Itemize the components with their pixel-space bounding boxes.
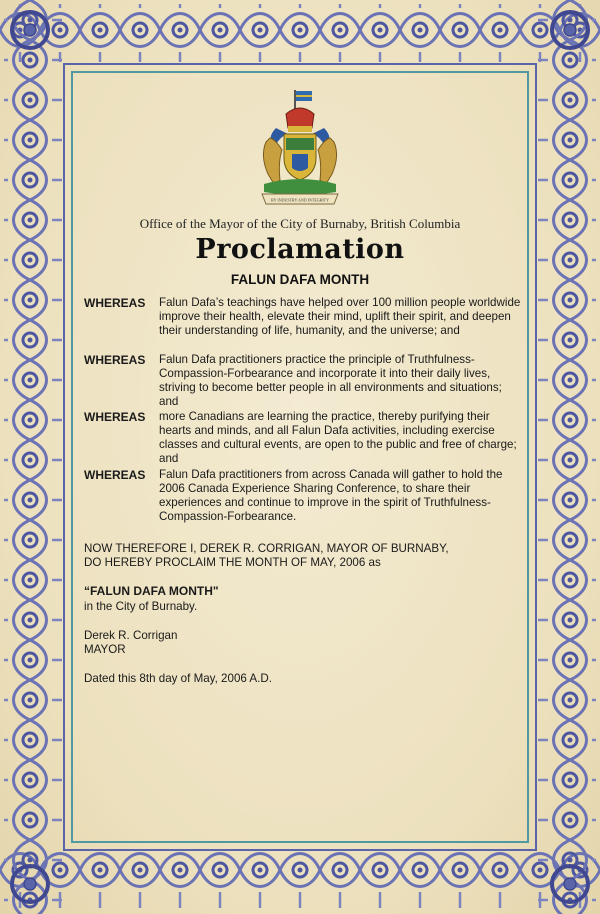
office-line: Office of the Mayor of the City of Burnaby, British Columbia bbox=[139, 216, 461, 231]
whereas-keyword: WHEREAS bbox=[84, 296, 146, 310]
crest-motto: BY INDUSTRY AND INTEGRITY bbox=[270, 197, 330, 203]
whereas-text: Falun Dafa practitioners practice the principle of Truthfulness-Compassion-Forbearance and incorporate it into their daily lives, striving to become better people in all environments and situations; and bbox=[159, 353, 502, 408]
whereas-keyword: WHEREAS bbox=[84, 353, 146, 367]
proclaim-line-1: NOW THEREFORE I, DEREK R. CORRIGAN, MAYOR OF BURNABY, bbox=[84, 542, 449, 555]
page-title: Proclamation bbox=[195, 234, 405, 265]
whereas-clause bbox=[84, 353, 524, 408]
city-crest-icon bbox=[256, 88, 344, 210]
proclaimed-name: “FALUN DAFA MONTH" bbox=[84, 584, 219, 598]
whereas-keyword: WHEREAS bbox=[84, 468, 146, 482]
whereas-text: more Canadians are learning the practice, thereby purifying their hearts and minds, and all Falun Dafa activities, including exercise classes and cultural events, are open to the public and free of charge; and bbox=[159, 410, 517, 465]
whereas-text: Falun Dafa’s teachings have helped over 100 million people worldwide improve their health, elevate their mind, uplift their spirit, and deepen their understanding of life, humanity, and the universe; and bbox=[159, 296, 521, 337]
whereas-clause bbox=[84, 468, 524, 528]
proclaim-line-2: DO HEREBY PROCLAIM THE MONTH OF MAY, 2006 as bbox=[84, 556, 381, 569]
signatory-name: Derek R. Corrigan bbox=[84, 629, 178, 642]
signatory-role: MAYOR bbox=[84, 643, 126, 656]
whereas-clause bbox=[84, 410, 524, 465]
whereas-keyword: WHEREAS bbox=[84, 410, 146, 424]
proclaim-location: in the City of Burnaby. bbox=[84, 600, 198, 613]
page-subtitle: FALUN DAFA MONTH bbox=[230, 272, 370, 287]
dated-line: Dated this 8th day of May, 2006 A.D. bbox=[84, 672, 272, 685]
whereas-text: Falun Dafa practitioners from across Canada will gather to hold the 2006 Canada Experience Sharing Conference, to share their experiences and continue to improve in the spirit of Truthfulness-Compassion-Forbearance. bbox=[159, 468, 503, 523]
whereas-clause bbox=[84, 296, 524, 342]
